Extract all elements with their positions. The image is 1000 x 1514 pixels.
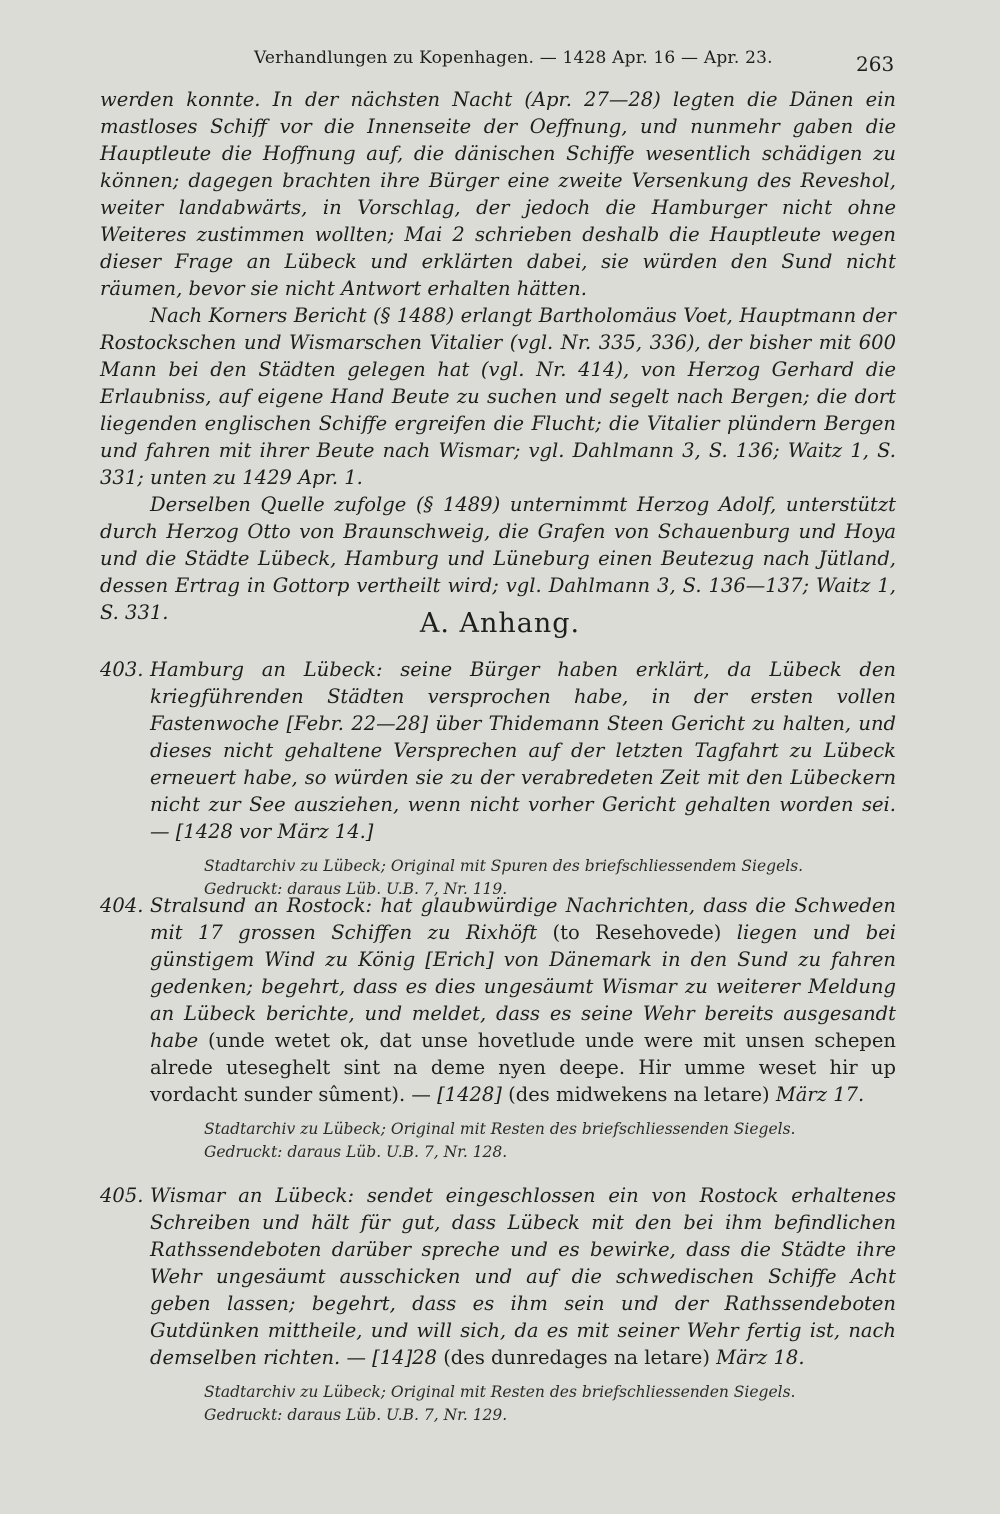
entry-body <box>150 1182 896 1371</box>
entry-403 <box>100 656 896 901</box>
body-italic: [1428] <box>437 1083 502 1106</box>
source-archive: Stadtarchiv zu Lübeck; Original mit Spuren des briefschliessendem Siegels. <box>204 857 804 875</box>
section-title: A. Anhang. <box>419 608 581 639</box>
entry-sources <box>204 1381 896 1427</box>
entry-404 <box>100 892 896 1164</box>
entry-body <box>150 892 896 1108</box>
entry-number: 403. <box>100 658 144 681</box>
entry-number: 404. <box>100 894 144 917</box>
body-italic: liegen und bei günstigem Wind zu König [Erich] von Dänemark in den Sund zu fahren gedenken; begehrt, dass es dies ungesäumt Wismar zu weiterer Meldung an Lübeck berichte, und meldet, dass es seine Wehr bereits ausgesandt habe <box>150 921 896 1052</box>
entry-sources <box>204 1118 896 1164</box>
source-archive: Stadtarchiv zu Lübeck; Original mit Resten des briefschliessenden Siegels. <box>204 1383 796 1401</box>
source-print: Gedruckt: daraus Lüb. U.B. 7, Nr. 128. <box>204 1143 508 1161</box>
intro-paragraph-2: Nach Korners Bericht (§ 1488) erlangt Bartholomäus Voet, Hauptmann der Rostockschen und Wismarschen Vitalier (vgl. Nr. 335, 336), der bisher mit 600 Mann bei den Städten gelegen hat (vgl. Nr. 414), von Herzog Gerhard die Erlaubniss, auf eigene Hand Beute zu suchen und segelt nach Bergen; die dort liegenden englischen Schiffe ergreifen die Flucht; die Vitalier plündern Bergen und fahren mit ihrer Beute nach Wismar; vgl. Dahlmann 3, S. 136; Waitz 1, S. 331; unten zu 1429 Apr. 1. <box>100 304 896 489</box>
intro-paragraph-3: Derselben Quelle zufolge (§ 1489) unternimmt Herzog Adolf, unterstützt durch Herzog Otto von Braunschweig, die Grafen von Schauenburg und Hoya und die Städte Lübeck, Hamburg und Lüneburg einen Beutezug nach Jütland, dessen Ertrag in Gottorp vertheilt wird; vgl. Dahlmann 3, S. 136—137; Waitz 1, S. 331. <box>100 493 896 624</box>
entry-body: Hamburg an Lübeck: seine Bürger haben erklärt, da Lübeck den kriegführenden Städten versprochen habe, in der ersten vollen Fastenwoche [Febr. 22—28] über Thidemann Steen Gericht zu halten, und dieses nicht gehaltene Versprechen auf der letzten Tagfahrt zu Lübeck erneuert habe, so würden sie zu der verabredeten Zeit mit den Lübeckern nicht zur See ausziehen, wenn nicht vorher Gericht gehalten worden sei. — [1428 vor März 14.] <box>150 658 896 843</box>
running-title: Verhandlungen zu Kopenhagen. — 1428 Apr. 16 — Apr. 23. <box>254 48 773 68</box>
entry-number: 405. <box>100 1184 144 1207</box>
body-roman: (des midwekens na letare) <box>501 1083 776 1106</box>
body-italic: März 17. <box>775 1083 865 1106</box>
source-print: Gedruckt: daraus Lüb. U.B. 7, Nr. 119. <box>204 880 508 898</box>
body-italic: Stralsund an Rostock: hat glaubwürdige Nachrichten, dass die Schweden mit 17 grossen Schiffen zu Rixhöft <box>150 894 896 944</box>
body-roman: (to Resehovede) <box>537 921 737 944</box>
body-roman: (des dunredages na letare) <box>437 1346 717 1369</box>
source-archive: Stadtarchiv zu Lübeck; Original mit Resten des briefschliessenden Siegels. <box>204 1120 796 1138</box>
body-italic: Wismar an Lübeck: sendet eingeschlossen ein von Rostock erhaltenes Schreiben und hält für gut, dass Lübeck mit den bei ihm befindlichen Rathssendeboten darüber spreche und es bewirke, dass die Städte ihre Wehr ungesäumt ausschicken und auf die schwedischen Schiffe Acht geben lassen; begehrt, dass es ihm sein und der Rathssendeboten Gutdünken mittheile, und will sich, da es mit seiner Wehr fertig ist, nach demselben richten. — [14]28 <box>150 1184 896 1369</box>
running-header <box>0 42 1000 78</box>
body-roman: (unde wetet ok, dat unse hovetlude unde were mit unsen schepen alrede uteseghelt sint na deme nyen deepe. Hir umme weset hir up vordacht sunder sûment). — <box>150 1029 896 1106</box>
intro-text <box>100 86 896 626</box>
body-italic: März 18. <box>716 1346 805 1369</box>
intro-paragraph-1: werden konnte. In der nächsten Nacht (Apr. 27—28) legten die Dänen ein mastloses Schiff vor die Innenseite der Oeffnung, und nunmehr gaben die Hauptleute die Hoffnung auf, die dänischen Schiffe wesentlich schädigen zu können; dagegen brachten ihre Bürger eine zweite Versenkung des Reveshol, weiter landabwärts, in Vorschlag, der jedoch die Hamburger nicht ohne Weiteres zustimmen wollten; Mai 2 schrieben deshalb die Hauptleute wegen dieser Frage an Lübeck und erklärten dabei, sie würden den Sund nicht räumen, bevor sie nicht Antwort erhalten hätten. <box>100 88 896 300</box>
page-number: 263 <box>856 52 895 76</box>
source-print: Gedruckt: daraus Lüb. U.B. 7, Nr. 129. <box>204 1406 508 1424</box>
entry-405 <box>100 1182 896 1427</box>
